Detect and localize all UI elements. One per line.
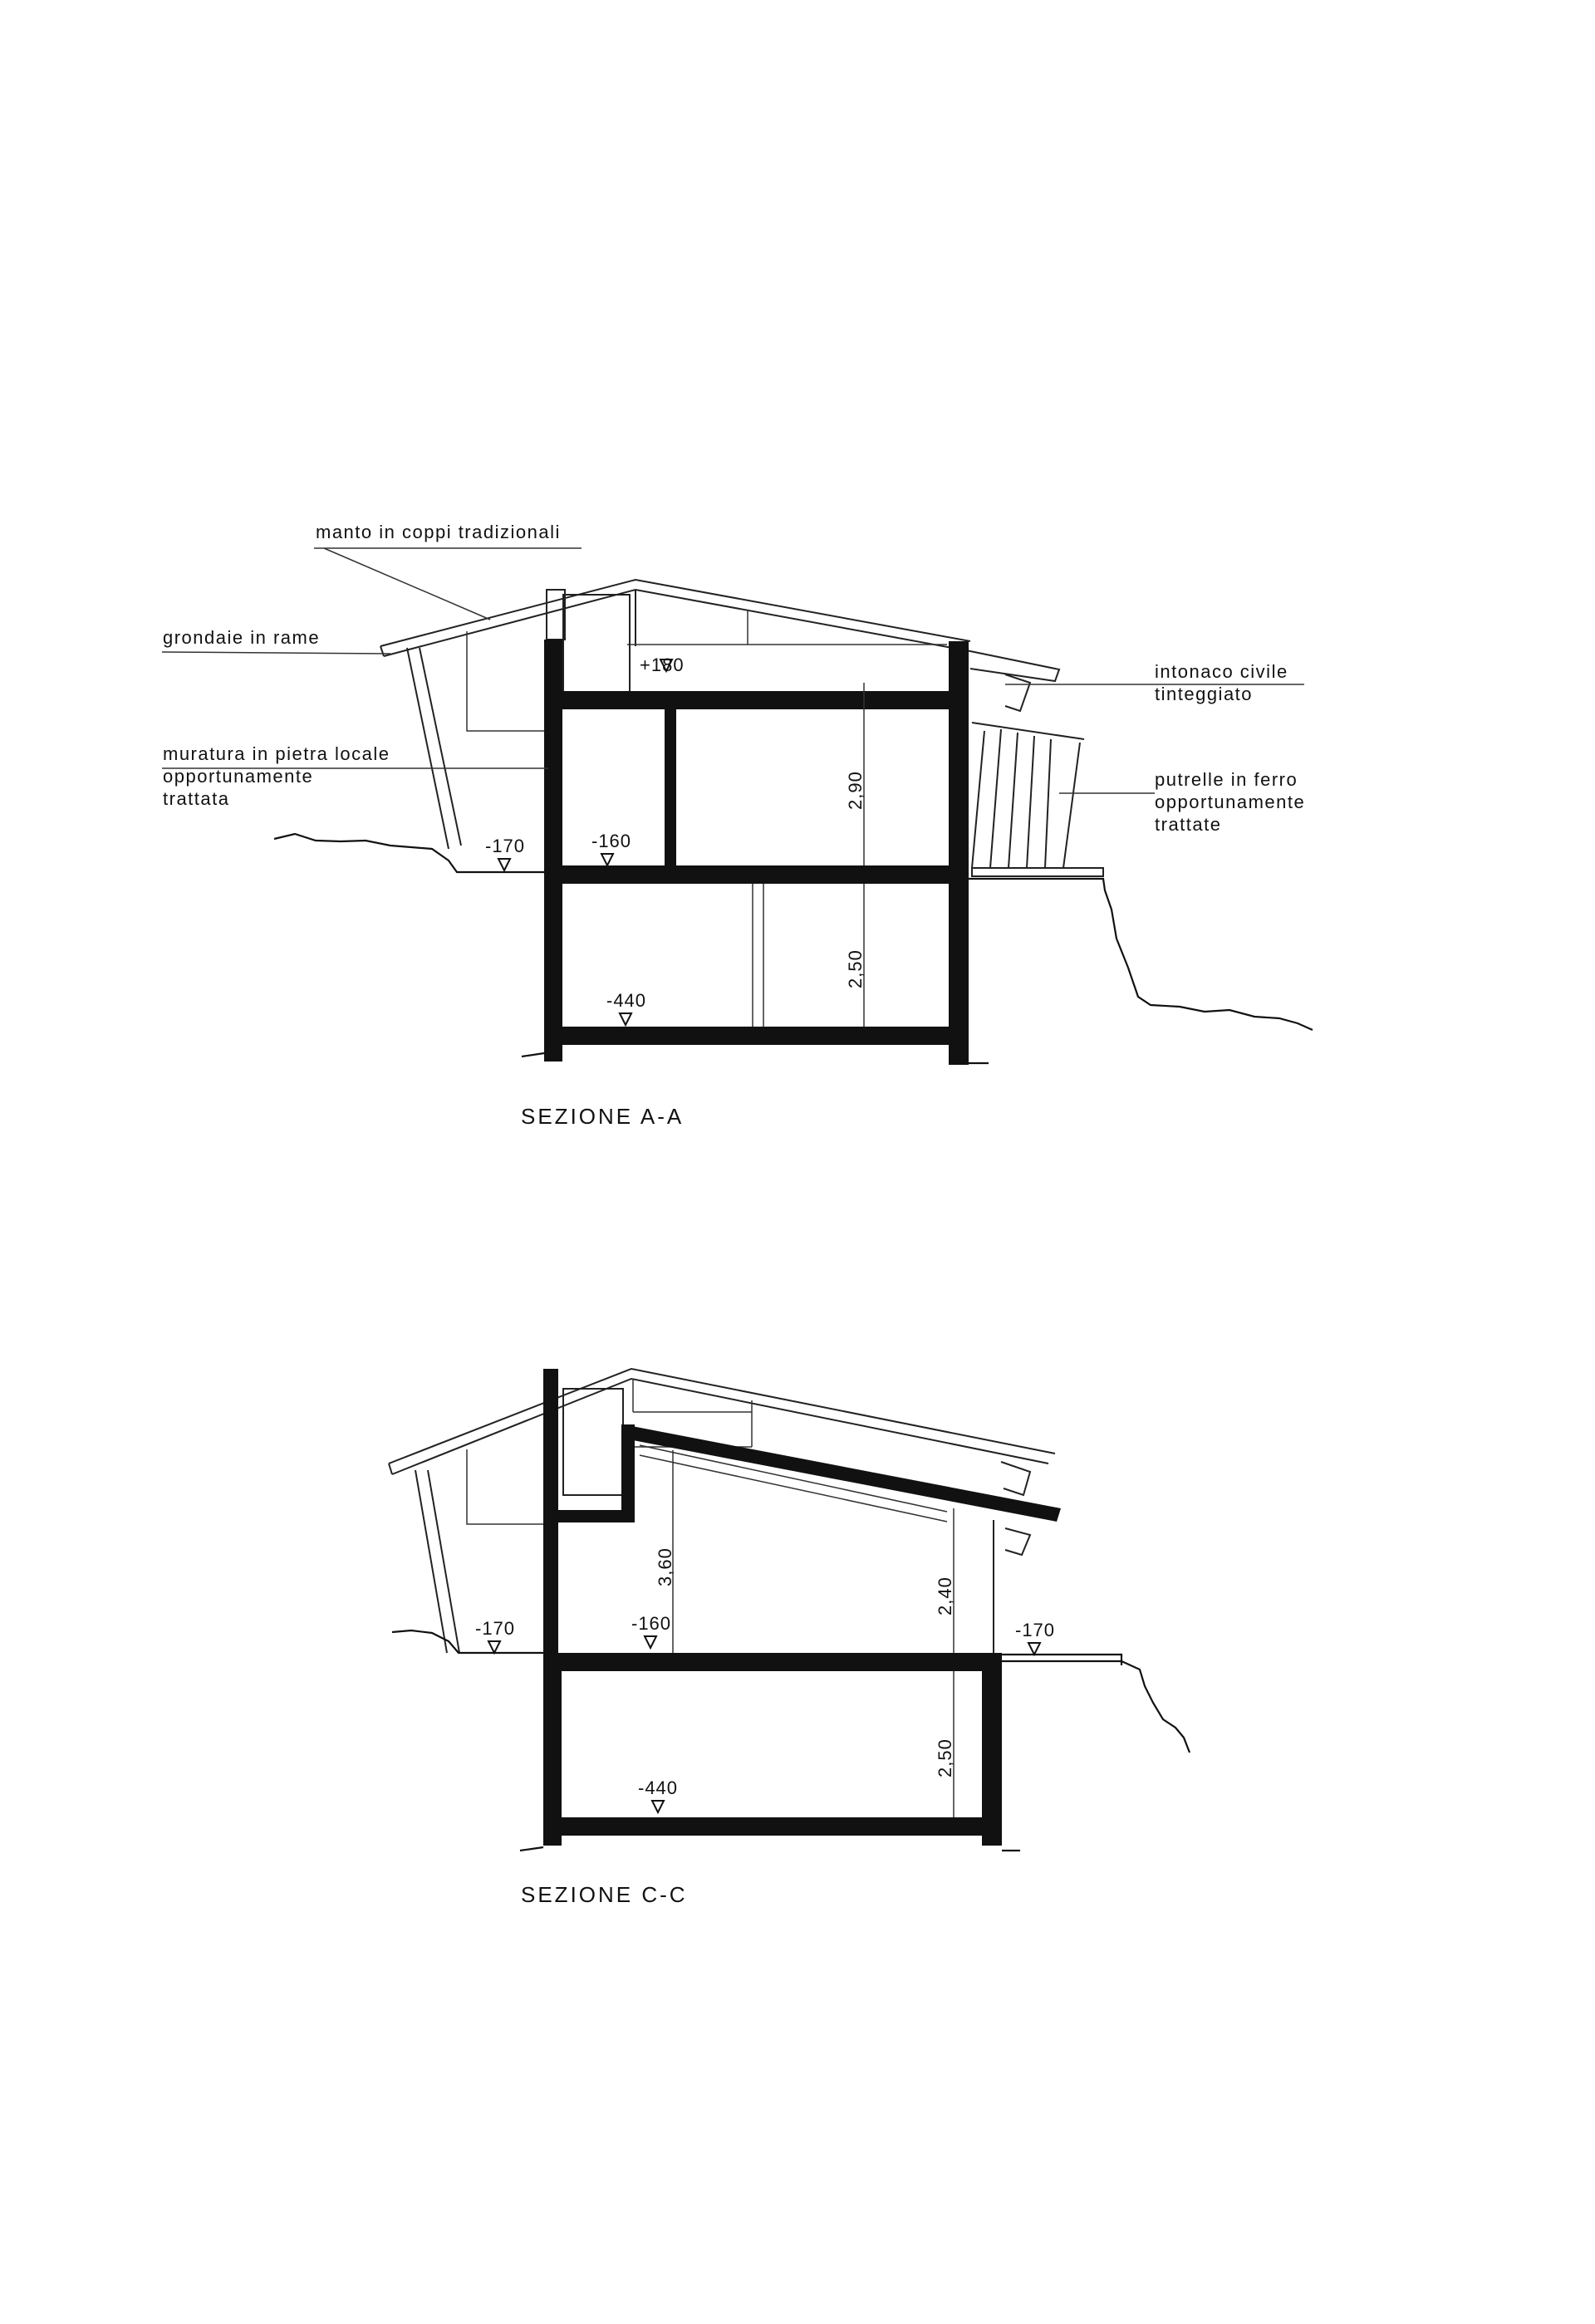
dimension-upper-right-cc: 2,40 [935, 1576, 955, 1616]
roof-outline [380, 580, 1103, 1030]
note-beams-2: opportunamente [1155, 792, 1306, 812]
level-top-aa: +180 [640, 655, 685, 675]
note-masonry-2: opportunamente [163, 766, 314, 787]
dimension-lower-aa: 2,50 [845, 949, 866, 988]
level-floor-aa: -160 [591, 831, 632, 851]
section-a-a [162, 522, 1313, 1129]
note-gutter: grondaie in rame [163, 627, 321, 648]
ground-right-cc [1002, 1655, 1121, 1665]
ground-right-slope-cc [1002, 1661, 1190, 1753]
note-roof: manto in coppi tradizionali [316, 522, 561, 542]
note-plaster-2: tinteggiato [1155, 684, 1254, 704]
note-plaster-1: intonaco civile [1155, 661, 1288, 682]
note-beams-3: trattate [1155, 814, 1222, 835]
note-beams-1: putrelle in ferro [1155, 769, 1298, 790]
level-ground-right-cc: -170 [1015, 1620, 1056, 1640]
dimension-lines-cc [673, 1450, 954, 1817]
section-title-aa: SEZIONE A-A [521, 1104, 685, 1129]
note-masonry-3: trattata [163, 788, 230, 809]
dimension-upper-aa: 2,90 [845, 771, 866, 810]
level-ground-left-aa: -170 [485, 836, 526, 856]
section-c-c [389, 1369, 1190, 1907]
structure-walls-cc [543, 1369, 1061, 1846]
level-ground-left-cc: -170 [475, 1618, 516, 1639]
section-title-cc: SEZIONE C-C [521, 1882, 688, 1907]
level-floor-cc: -160 [631, 1613, 672, 1634]
dimension-lower-cc: 2,50 [935, 1738, 955, 1777]
note-masonry-1: muratura in pietra locale [163, 743, 390, 764]
ground-right [969, 879, 1313, 1030]
level-basement-aa: -440 [606, 990, 647, 1011]
chimney [547, 590, 565, 640]
dimension-upper-left-cc: 3,60 [655, 1547, 675, 1586]
level-basement-cc: -440 [638, 1777, 679, 1798]
ground-left-cc [392, 1630, 543, 1653]
